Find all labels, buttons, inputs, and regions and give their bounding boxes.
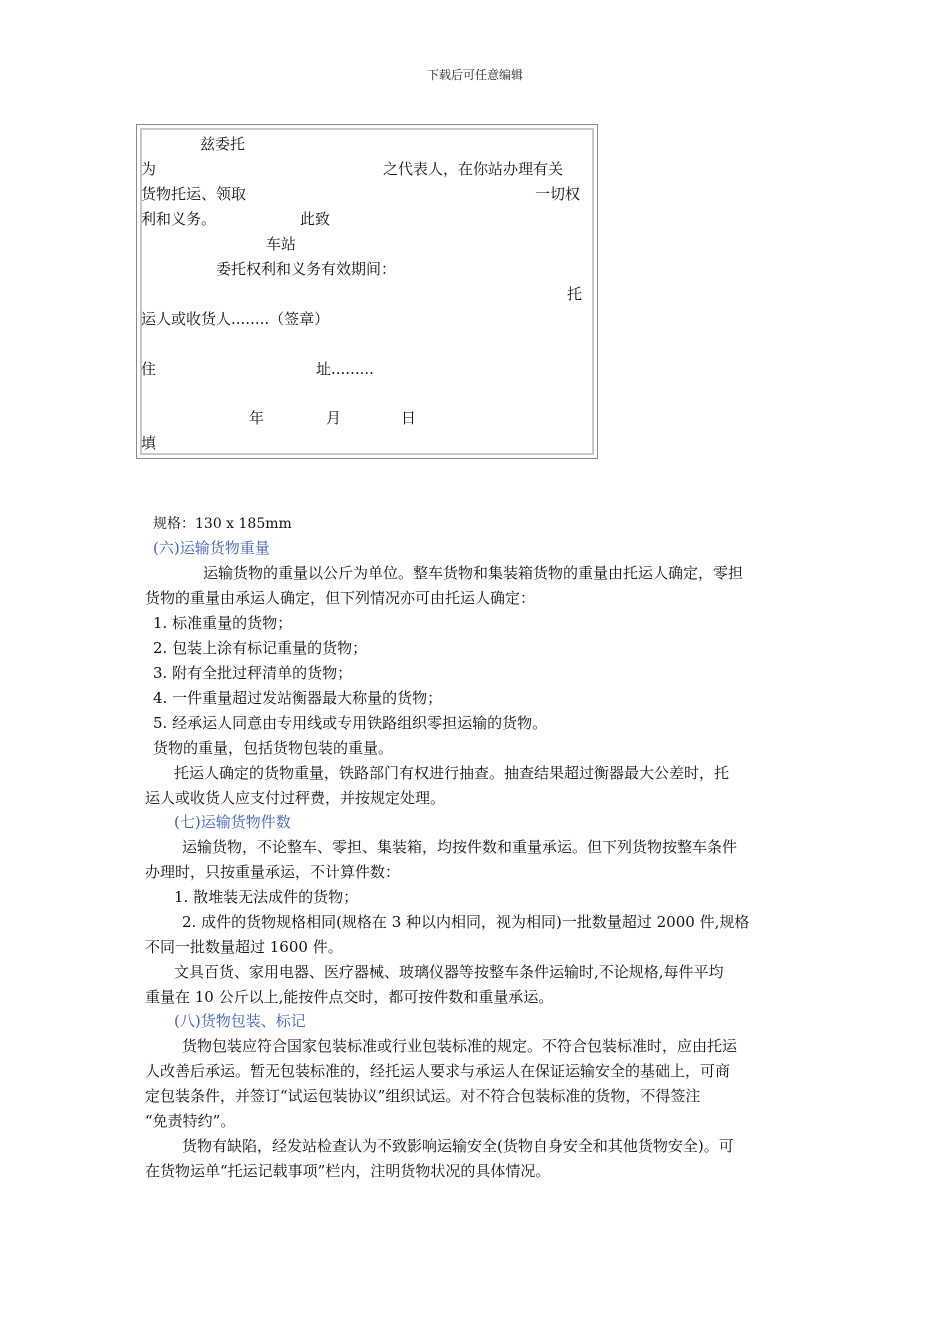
form-line-rights: 一切权 bbox=[535, 185, 581, 203]
form-line-fill: 填 bbox=[141, 434, 157, 452]
section-7-item-2-line1: 2. 成件的货物规格相同(规格在 3 种以内相同，视为相同)一批数量超过 2000 件,规格 bbox=[182, 913, 750, 931]
form-date-month: 月 bbox=[326, 409, 342, 427]
section-8-p2-line2: 在货物运单“托运记载事项”栏内，注明货物状况的具体情况。 bbox=[145, 1162, 551, 1180]
spec-size: 规格：130 x 185mm bbox=[153, 516, 292, 532]
form-date-day: 日 bbox=[401, 409, 417, 427]
section-6-intro-line1: 运输货物的重量以公斤为单位。整车货物和集装箱货物的重量由托运人确定，零担 bbox=[203, 564, 744, 582]
form-line-consign: 货物托运、领取 bbox=[141, 185, 247, 203]
form-line-address-label: 住 bbox=[141, 360, 157, 378]
section-8-p1-line2: 人改善后承运。暂无包装标准的，经托运人要求与承运人在保证运输安全的基础上，可商 bbox=[145, 1062, 731, 1080]
section-6-item-2: 2. 包装上涂有标记重量的货物； bbox=[153, 639, 368, 657]
section-8-p1-line1: 货物包装应符合国家包装标准或行业包装标准的规定。不符合包装标准时，应由托运 bbox=[182, 1037, 738, 1055]
section-8-title: (八)货物包装、标记 bbox=[174, 1012, 306, 1030]
section-8-p2-line1: 货物有缺陷，经发站检查认为不致影响运输安全(货物自身安全和其他货物安全)。可 bbox=[182, 1137, 734, 1155]
section-7-p1-line2: 办理时，只按重量承运，不计算件数： bbox=[145, 863, 401, 881]
section-6-weight-note: 货物的重量，包括货物包装的重量。 bbox=[153, 739, 394, 757]
form-line-obligations: 利和义务。 bbox=[141, 210, 217, 228]
section-6-check-line2: 运人或收货人应支付过秤费，并按规定处理。 bbox=[145, 789, 446, 807]
header-note: 下载后可任意编辑 bbox=[426, 68, 523, 82]
section-7-p2-line1: 文具百货、家用电器、医疗器械、玻璃仪器等按整车条件运输时,不论规格,每件平均 bbox=[174, 963, 724, 981]
form-line-entrust: 兹委托 bbox=[200, 135, 246, 153]
section-7-p1-line1: 运输货物，不论整车、零担、集装箱，均按件数和重量承运。但下列货物按整车条件 bbox=[182, 838, 738, 856]
form-line-for: 为 bbox=[141, 160, 157, 178]
form-line-consignor-start: 托 bbox=[567, 285, 583, 303]
section-8-p1-line4: “免责特约”。 bbox=[145, 1112, 236, 1130]
section-6-item-5: 5. 经承运人同意由专用线或专用铁路组织零担运输的货物。 bbox=[153, 714, 548, 732]
section-6-item-3: 3. 附有全批过秤清单的货物； bbox=[153, 664, 353, 682]
section-6-check-line1: 托运人确定的货物重量，铁路部门有权进行抽查。抽查结果超过衡器最大公差时，托 bbox=[174, 764, 730, 782]
section-7-p2-line2: 重量在 10 公斤以上,能按件点交时，都可按件数和重量承运。 bbox=[145, 988, 554, 1006]
form-line-address-value: 址......... bbox=[316, 360, 374, 378]
form-line-representative: 之代表人，在你站办理有关 bbox=[383, 160, 564, 178]
section-8-p1-line3: 定包装条件，并签订“试运包装协议”组织试运。对不符合包装标准的货物，不得签注 bbox=[145, 1087, 701, 1105]
form-line-validity: 委托权利和义务有效期间： bbox=[216, 260, 397, 278]
section-7-item-2-line2: 不同一批数量超过 1600 件。 bbox=[145, 938, 343, 956]
form-line-signature: 运人或收货人........（签章） bbox=[141, 310, 330, 328]
section-6-title: (六)运输货物重量 bbox=[153, 539, 270, 557]
form-line-station: 车站 bbox=[266, 235, 297, 253]
form-line-salutation: 此致 bbox=[300, 210, 331, 228]
section-7-item-1: 1. 散堆装无法成件的货物； bbox=[174, 888, 359, 906]
form-date-year: 年 bbox=[249, 409, 265, 427]
section-6-item-1: 1. 标准重量的货物； bbox=[153, 614, 293, 632]
section-7-title: (七)运输货物件数 bbox=[174, 813, 291, 831]
section-6-item-4: 4. 一件重量超过发站衡器最大称量的货物； bbox=[153, 689, 443, 707]
section-6-intro-line2: 货物的重量由承运人确定，但下列情况亦可由托运人确定： bbox=[145, 589, 536, 607]
